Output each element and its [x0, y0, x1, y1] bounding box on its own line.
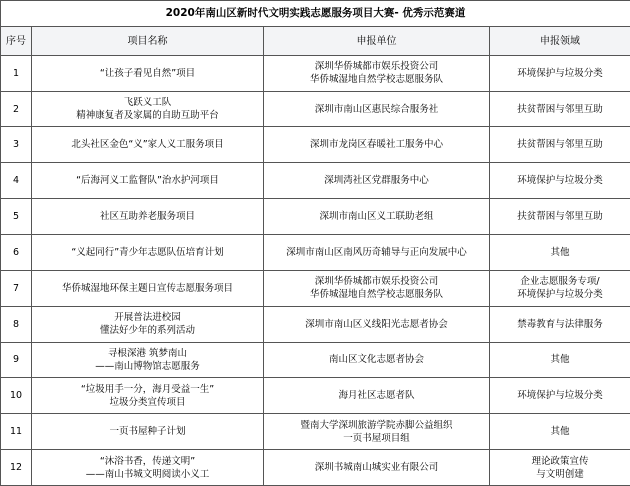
- cell-name: [32, 378, 264, 414]
- cell-name: [32, 414, 264, 450]
- header-field: 申报领域: [490, 27, 630, 55]
- cell-name-line: 寻根深港 筑梦南山: [107, 347, 188, 359]
- table-row: [1, 414, 630, 450]
- cell-unit-line: 深圳市南山区南风历奇辅导与正向发展中心: [286, 246, 467, 258]
- table-row: [1, 163, 630, 199]
- cell-field-line: 环境保护与垃圾分类: [517, 289, 603, 301]
- cell-name-line: 精神康复者及家属的自助互助平台: [76, 110, 219, 122]
- cell-name: [32, 235, 264, 271]
- cell-unit: [264, 127, 490, 163]
- cell-name-line: ——南山书城文明阅读小义工: [85, 468, 210, 480]
- cell-unit-line: 深圳市南山区义线阳光志愿者协会: [305, 318, 448, 330]
- cell-field-line: 扶贫帮困与邻里互助: [517, 211, 603, 223]
- cell-name-line: “垃圾用手一分，海月受益一生”: [80, 383, 215, 395]
- cell-name: [32, 306, 264, 342]
- cell-name-line: “沐浴书香，传递文明”: [99, 455, 196, 467]
- cell-unit: [264, 91, 490, 127]
- cell-field-line: 环境保护与垃圾分类: [517, 390, 603, 402]
- cell-unit-line: 华侨城湿地自然学校志愿服务队: [309, 289, 443, 301]
- cell-unit: [264, 378, 490, 414]
- cell-name-line: “让孩子看见自然”项目: [99, 67, 196, 79]
- header-name: 项目名称: [32, 27, 264, 55]
- cell-field-line: 企业志愿服务专项/: [520, 276, 600, 288]
- cell-no: 7: [1, 270, 32, 306]
- cell-no: 5: [1, 199, 32, 235]
- header-row: [1, 27, 630, 55]
- cell-no: 2: [1, 91, 32, 127]
- cell-no: 8: [1, 306, 32, 342]
- cell-unit-line: 暨南大学深圳旅游学院赤脚公益组织: [300, 419, 453, 431]
- cell-unit: [264, 163, 490, 199]
- cell-name: [32, 127, 264, 163]
- cell-unit: [264, 235, 490, 271]
- cell-unit: [264, 270, 490, 306]
- cell-field: [490, 270, 630, 306]
- cell-name: [32, 163, 264, 199]
- cell-unit-line: 南山区文化志愿者协会: [328, 354, 424, 366]
- cell-field-line: 理论政策宣传: [531, 455, 589, 467]
- cell-field: [490, 91, 630, 127]
- table-row: [1, 450, 630, 486]
- cell-unit-line: 深圳市龙岗区春暖社工服务中心: [309, 139, 443, 151]
- table-row: [1, 127, 630, 163]
- cell-name-line: 飞跃义工队: [123, 97, 172, 109]
- cell-field: [490, 306, 630, 342]
- cell-name-line: “义起同行”青少年志愿队伍培育计划: [71, 246, 224, 258]
- cell-field-line: 扶贫帮困与邻里互助: [517, 103, 603, 115]
- cell-name: [32, 450, 264, 486]
- cell-unit: [264, 414, 490, 450]
- cell-name: [32, 199, 264, 235]
- header-no: 序号: [1, 27, 32, 55]
- cell-field: [490, 55, 630, 91]
- table-title: 2020年南山区新时代文明实践志愿服务项目大赛- 优秀示范赛道: [1, 1, 630, 27]
- cell-no: 4: [1, 163, 32, 199]
- cell-name: [32, 91, 264, 127]
- title-row: [1, 1, 630, 27]
- cell-unit: [264, 199, 490, 235]
- cell-field: [490, 127, 630, 163]
- table-row: [1, 270, 630, 306]
- cell-no: 12: [1, 450, 32, 486]
- cell-no: 9: [1, 342, 32, 378]
- table-row: [1, 235, 630, 271]
- cell-unit-line: 深圳书城南山城实业有限公司: [314, 462, 439, 474]
- cell-unit: [264, 55, 490, 91]
- cell-field-line: 环境保护与垃圾分类: [517, 67, 603, 79]
- cell-name-line: 北头社区金色“义”家人义工服务项目: [71, 139, 224, 151]
- cell-unit-line: 深圳湾社区党群服务中心: [324, 175, 429, 187]
- cell-field-line: 扶贫帮困与邻里互助: [517, 139, 603, 151]
- cell-unit-line: 深圳华侨城都市娱乐投资公司: [314, 61, 439, 73]
- cell-field: [490, 199, 630, 235]
- cell-field: [490, 342, 630, 378]
- cell-field-line: 其他: [550, 246, 570, 258]
- cell-name: [32, 55, 264, 91]
- cell-field: [490, 163, 630, 199]
- cell-name-line: 懂法好少年的系列活动: [99, 325, 195, 337]
- cell-name-line: ——南山博物馆志愿服务: [95, 360, 200, 372]
- table-row: [1, 91, 630, 127]
- cell-name: [32, 270, 264, 306]
- cell-unit: [264, 306, 490, 342]
- cell-name-line: 一页书屋种子计划: [109, 426, 186, 438]
- cell-field-line: 其他: [550, 426, 570, 438]
- cell-field-line: 其他: [550, 354, 570, 366]
- table-row: [1, 55, 630, 91]
- cell-unit-line: 深圳市南山区惠民综合服务社: [314, 103, 439, 115]
- cell-name-line: 垃圾分类宣传项目: [109, 396, 186, 408]
- cell-field: [490, 450, 630, 486]
- cell-no: 10: [1, 378, 32, 414]
- cell-name-line: 社区互助养老服务项目: [99, 211, 195, 223]
- cell-no: 6: [1, 235, 32, 271]
- cell-unit-line: 华侨城湿地自然学校志愿服务队: [309, 74, 443, 86]
- cell-field: [490, 378, 630, 414]
- cell-unit-line: 深圳市南山区义工联助老组: [319, 211, 434, 223]
- table-row: [1, 199, 630, 235]
- cell-name-line: 华侨城湿地环保主题日宣传志愿服务项目: [61, 282, 233, 294]
- cell-field-line: 与文明创建: [536, 468, 584, 480]
- table-row: [1, 378, 630, 414]
- cell-field-line: 禁毒教育与法律服务: [517, 318, 603, 330]
- cell-field-line: 环境保护与垃圾分类: [517, 175, 603, 187]
- cell-unit-line: 一页书屋项目组: [343, 432, 410, 444]
- cell-name-line: 开展普法进校园: [114, 312, 181, 324]
- cell-name: [32, 342, 264, 378]
- table-row: [1, 306, 630, 342]
- cell-unit-line: 深圳华侨城都市娱乐投资公司: [314, 276, 439, 288]
- cell-unit: [264, 342, 490, 378]
- cell-no: 3: [1, 127, 32, 163]
- cell-field: [490, 414, 630, 450]
- cell-field: [490, 235, 630, 271]
- table-row: [1, 342, 630, 378]
- cell-no: 1: [1, 55, 32, 91]
- cell-no: 11: [1, 414, 32, 450]
- cell-unit-line: 海月社区志愿者队: [338, 390, 415, 402]
- cell-name-line: “后海河义工监督队”治水护河项目: [76, 175, 219, 187]
- header-unit: 申报单位: [264, 27, 490, 55]
- cell-unit: [264, 450, 490, 486]
